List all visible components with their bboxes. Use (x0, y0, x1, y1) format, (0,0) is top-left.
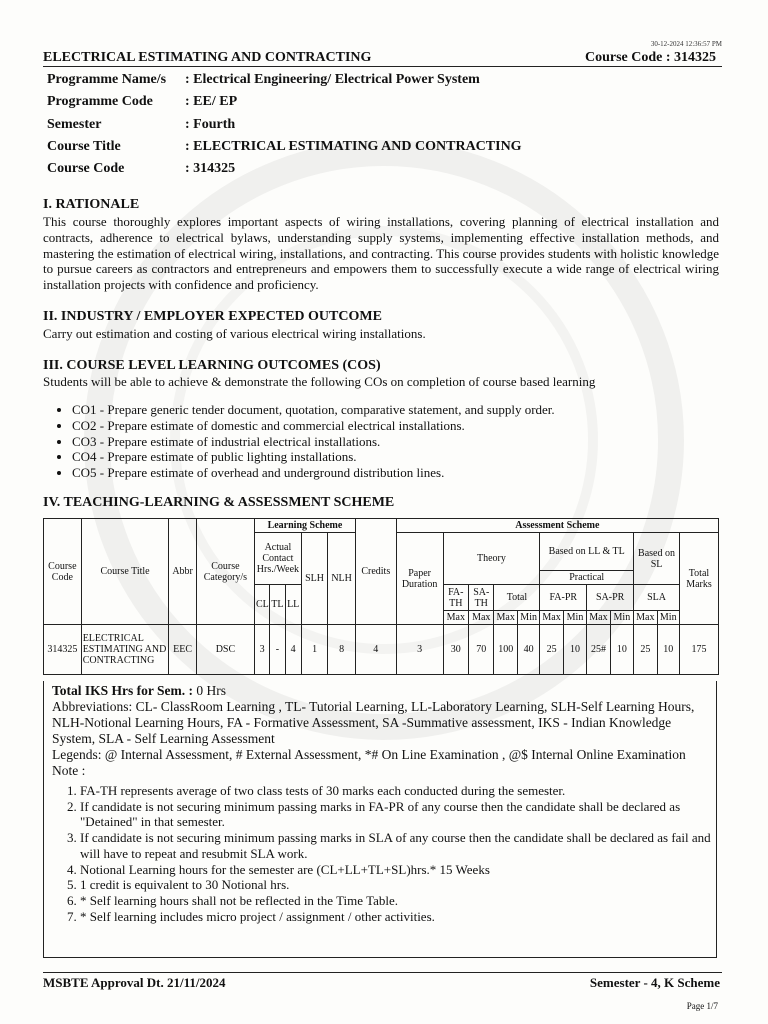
note-label: Note : (52, 763, 86, 778)
cell-nlh: 8 (328, 625, 356, 675)
th-max: Max (634, 611, 657, 625)
th-assessment-scheme: Assessment Scheme (396, 519, 718, 533)
th-sla: SLA (634, 585, 680, 611)
cell-sla-min: 10 (657, 625, 679, 675)
page-number: Page 1/7 (686, 1001, 718, 1011)
header-course-code: Course Code : 314325 (584, 50, 716, 65)
legends-text: Legends: @ Internal Assessment, # External Assessment, *# On Line Examination , @$ Internal Online Examination (52, 747, 686, 762)
cell-fa-pr-max: 25 (540, 625, 563, 675)
th-tl: TL (270, 585, 285, 625)
list-item: • CO2 - Prepare estimate of domestic and commercial electrical installations. (72, 418, 555, 434)
list-item: 2. If candidate is not securing minimum passing marks in FA-PR of any course then the candidate shall be declared as "Detained" in that semester. (80, 799, 716, 830)
th-actual-contact: Actual Contact Hrs./Week (254, 533, 301, 585)
th-sa-th: SA-TH (469, 585, 494, 611)
page-header (43, 50, 722, 67)
info-key: Programme Code (47, 94, 153, 110)
info-key: Semester (47, 116, 102, 132)
th-practical: Practical (540, 571, 634, 585)
list-item: 3. If candidate is not securing minimum passing marks in SLA of any course then the candidate shall be declared as fail and will have to repeat and resubmit SLA work. (80, 830, 716, 861)
iks-label: Total IKS Hrs for Sem. : (52, 683, 194, 698)
th-ll: LL (285, 585, 301, 625)
th-max: Max (469, 611, 494, 625)
cell-category: DSC (196, 625, 254, 675)
list-item: 5. 1 credit is equivalent to 30 Notional hrs. (80, 877, 716, 893)
th-min: Min (563, 611, 586, 625)
section-scheme-title: IV. TEACHING-LEARNING & ASSESSMENT SCHEME (43, 495, 395, 510)
th-category: Course Category/s (196, 519, 254, 625)
th-fa-pr: FA-PR (540, 585, 587, 611)
cell-total-min: 40 (517, 625, 539, 675)
cos-list (50, 402, 555, 481)
th-based-ll-tl: Based on LL & TL (540, 533, 634, 571)
footer-semester-scheme: Semester - 4, K Scheme (589, 975, 720, 990)
th-course-code: Course Code (44, 519, 82, 625)
th-total: Total (494, 585, 540, 611)
th-max: Max (540, 611, 563, 625)
th-paper-duration: Paper Duration (396, 533, 443, 625)
th-learning-scheme: Learning Scheme (254, 519, 355, 533)
cell-ll: 4 (285, 625, 301, 675)
cell-sa-th-max: 70 (469, 625, 494, 675)
iks-hours-line (52, 683, 716, 699)
info-value: : Fourth (185, 116, 236, 132)
cell-sla-max: 25 (634, 625, 657, 675)
header-course-title: ELECTRICAL ESTIMATING AND CONTRACTING (43, 50, 372, 65)
list-item: 4. Notional Learning hours for the semester are (CL+LL+TL+SL)hrs.* 15 Weeks (80, 862, 716, 878)
cell-fa-th-max: 30 (443, 625, 468, 675)
list-item: • CO5 - Prepare estimate of overhead and underground distribution lines. (72, 465, 555, 481)
cell-paper-duration: 3 (396, 625, 443, 675)
cell-cl: 3 (254, 625, 269, 675)
th-total-marks: Total Marks (679, 533, 718, 625)
cell-tl: - (270, 625, 285, 675)
cell-fa-pr-min: 10 (563, 625, 586, 675)
cell-sa-pr-max: 25# (587, 625, 610, 675)
notes-list (52, 783, 716, 924)
th-max: Max (494, 611, 517, 625)
info-value: : 314325 (185, 161, 236, 177)
th-nlh: NLH (328, 533, 356, 625)
cell-total-max: 100 (494, 625, 517, 675)
th-min: Min (517, 611, 539, 625)
info-value: : ELECTRICAL ESTIMATING AND CONTRACTING (185, 138, 522, 154)
print-timestamp: 30-12-2024 12:36:57 PM (650, 40, 722, 48)
cell-course-title: ELECTRICAL ESTIMATING AND CONTRACTING (81, 625, 169, 675)
th-based-sl: Based on SL (634, 533, 680, 585)
cos-intro-text: Students will be able to achieve & demonstrate the following COs on completion of course based learning (43, 374, 596, 389)
th-theory: Theory (443, 533, 540, 585)
section-cos-title: III. COURSE LEVEL LEARNING OUTCOMES (COS) (43, 358, 381, 373)
th-sa-pr: SA-PR (587, 585, 634, 611)
list-item: 6. * Self learning hours shall not be reflected in the Time Table. (80, 893, 716, 909)
list-item: • CO1 - Prepare generic tender document, quotation, comparative statement, and supply order. (72, 402, 555, 418)
section-outcome-title: II. INDUSTRY / EMPLOYER EXPECTED OUTCOME (43, 309, 382, 324)
th-max: Max (587, 611, 610, 625)
th-abbr: Abbr (169, 519, 197, 625)
info-key: Course Code (47, 161, 125, 177)
list-item: 7. * Self learning includes micro project / assignment / other activities. (80, 909, 716, 925)
notes-box (43, 681, 717, 958)
th-credits: Credits (355, 519, 396, 625)
th-fa-th: FA-TH (443, 585, 468, 611)
info-value: : Electrical Engineering/ Electrical Power System (185, 72, 480, 87)
cell-course-code: 314325 (44, 625, 82, 675)
cell-slh: 1 (301, 625, 328, 675)
outcome-text: Carry out estimation and costing of various electrical wiring installations. (43, 326, 426, 341)
iks-value: 0 Hrs (193, 683, 227, 698)
section-rationale-title: I. RATIONALE (43, 197, 140, 212)
th-cl: CL (254, 585, 269, 625)
th-course-title: Course Title (81, 519, 169, 625)
th-min: Min (610, 611, 633, 625)
info-key: Course Title (47, 138, 121, 154)
cell-abbr: EEC (169, 625, 197, 675)
info-value: : EE/ EP (185, 94, 238, 110)
list-item: • CO4 - Prepare estimate of public lighting installations. (72, 449, 555, 465)
info-key: Programme Name/s (47, 72, 167, 87)
list-item: 1. FA-TH represents average of two class tests of 30 marks each conducted during the semester. (80, 783, 716, 799)
list-item: • CO3 - Prepare estimate of industrial electrical installations. (72, 434, 555, 450)
th-slh: SLH (301, 533, 328, 625)
th-max: Max (443, 611, 468, 625)
cell-credits: 4 (355, 625, 396, 675)
page-footer (43, 972, 722, 990)
abbreviations-text: Abbreviations: CL- ClassRoom Learning , TL- Tutorial Learning, LL-Laboratory Learning, SLH-Self Learning Hours, NLH-Notional Learning Hours, FA - Formative Assessment, SA -Summative assessment, IKS - Indian Knowledge System, SLA - Self Learning Assessment (52, 699, 695, 746)
cell-total-marks: 175 (679, 625, 718, 675)
footer-approval-date: MSBTE Approval Dt. 21/11/2024 (43, 975, 226, 990)
teaching-assessment-table (43, 518, 719, 675)
rationale-text: This course thoroughly explores important aspects of wiring installations, covering planning of electrical installation and contracts, adherence to electrical bylaws, understanding supply systems, implementing effective installation methods, and mastering the estimation of electrical wiring, installations, and contracting. This course provides students with holistic knowledge to pursue careers as contractors and entrepreneurs and empowers them to successfully execute a wide range of electrical wiring installation projects with confidence and proficiency. (43, 214, 719, 293)
table-row (44, 625, 719, 675)
th-min: Min (657, 611, 679, 625)
cell-sa-pr-min: 10 (610, 625, 633, 675)
